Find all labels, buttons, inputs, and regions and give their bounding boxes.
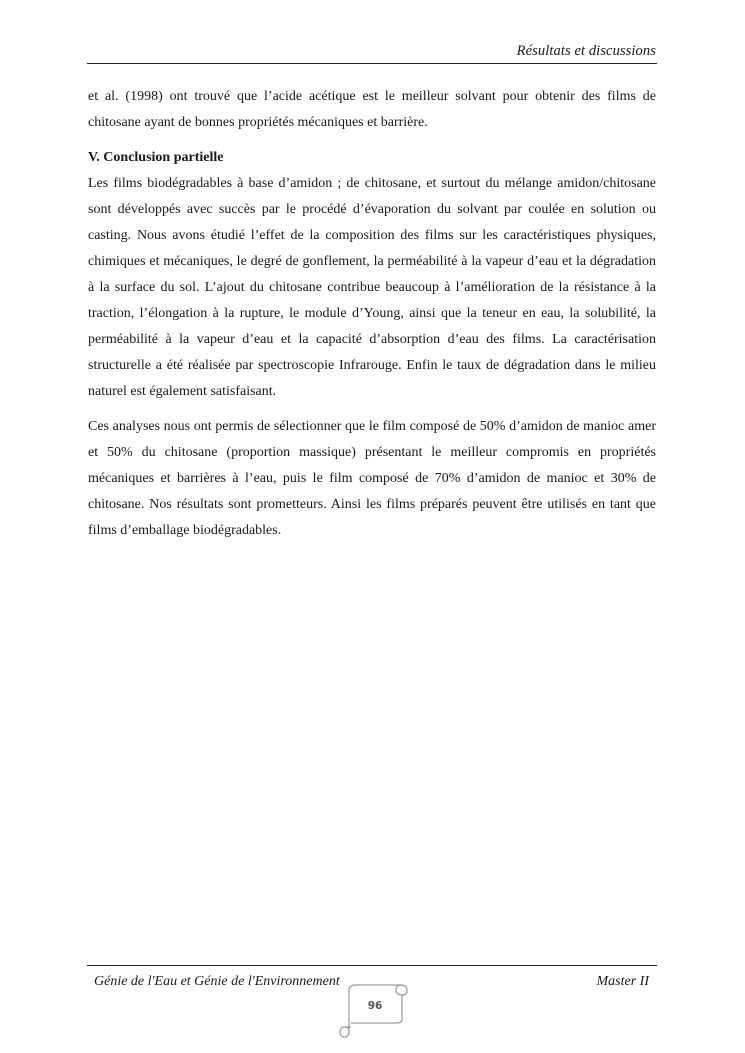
header-title: Résultats et discussions: [516, 43, 656, 59]
footer-department: Génie de l'Eau et Génie de l'Environnement: [94, 974, 340, 989]
page-content: [88, 84, 656, 544]
section-heading: V. Conclusion partielle: [88, 150, 224, 165]
header-divider: [87, 63, 657, 64]
footer-degree: Master II: [596, 974, 649, 989]
footer-divider: [87, 965, 657, 966]
conclusion-paragraph-1: Les films biodégradables à base d’amidon ; de chitosane, et surtout du mélange amidon/chitosane sont développés avec succès par le procédé d’évaporation du solvant par coulée en solution ou casting. Nous avons étudié l’effet de la composition des films sur les caractéristiques physiques, chimiques et mécaniques, le degré de gonflement, la perméabilité à la vapeur d’eau et la dégradation à la surface du sol. L’ajout du chitosane contribue beaucoup à l’amélioration de la résistance à la traction, l’élongation à la rupture, le module d’Young, ainsi que la teneur en eau, la solubilité, la perméabilité à la vapeur d’eau et la capacité d’absorption d’eau des films. La caractérisation structurelle a été réalisée par spectroscopie Infrarouge. Enfin le taux de dégradation dans le milieu naturel est également satisfaisant.: [88, 176, 656, 399]
page-number: 96: [367, 1000, 383, 1012]
conclusion-paragraph-2: Ces analyses nous ont permis de sélectionner que le film composé de 50% d’amidon de manioc amer et 50% du chitosane (proportion massique) présentant le meilleur compromis en propriétés mécaniques et barrières à l’eau, puis le film composé de 70% d’amidon de manioc et 30% de chitosane. Nos résultats sont prometteurs. Ainsi les films préparés peuvent être utilisés en tant que films d’emballage biodégradables.: [88, 419, 656, 538]
intro-paragraph: et al. (1998) ont trouvé que l’acide acétique est le meilleur solvant pour obtenir des films de chitosane ayant de bonnes propriétés mécaniques et barrière.: [88, 89, 656, 130]
